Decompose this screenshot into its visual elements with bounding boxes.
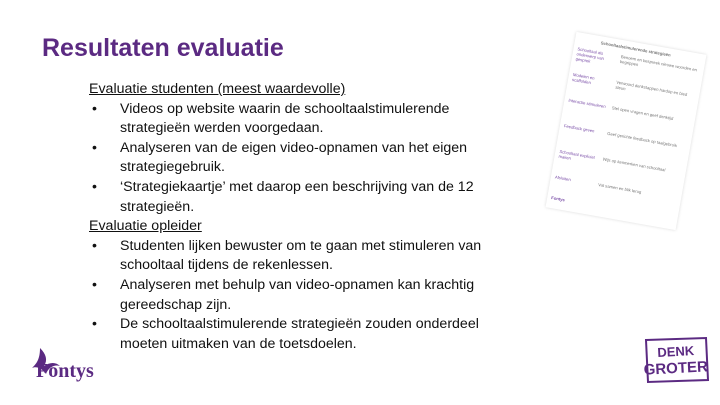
- strategy-card-image: [546, 32, 707, 230]
- card-row-label: Afsluiten: [554, 174, 572, 183]
- card-row-label: Schooltaal als onderwerp van gesprek: [575, 46, 605, 64]
- list-item-text: De schooltaalstimulerende strategieën zouden onderdeel moeten uitmaken van de toetsdoelen.: [120, 316, 479, 352]
- bullet-glyph: •: [92, 316, 97, 333]
- card-row-label: Schooltaal expliciet maken: [558, 148, 596, 161]
- denk-groter-logo-icon: [640, 334, 712, 386]
- groter-text: GROTER: [643, 358, 709, 379]
- list-item: [89, 100, 509, 139]
- list-item-text: Videos op website waarin de schooltaalstimulerende strategieën werden voorgedaan.: [120, 100, 450, 137]
- card-row-desc: Wijs op kenmerken van schooltaal: [602, 156, 666, 173]
- card-title: Schooltaalstimulerende strategieën: [600, 40, 672, 58]
- card-row-label: Interactie stimuleren: [568, 97, 607, 110]
- card-row-desc: Stel open vragen en geef denktijd: [611, 105, 674, 121]
- list-item-text: ‘Strategiekaartje’ met daarop een beschrijving van de 12 strategieën.: [120, 178, 474, 215]
- list-item-text: Analyseren van de eigen video-opnamen van het eigen strategiegebruik.: [120, 139, 468, 176]
- page-title: Resultaten evaluatie: [42, 34, 284, 62]
- card-row-desc: Verwoord denkstappen hardop en bied steun: [615, 79, 688, 98]
- denk-text: DENK: [656, 343, 695, 360]
- bullet-glyph: •: [92, 100, 97, 117]
- list-item-text: Studenten lijken bewuster om te gaan met stimuleren van schooltaal tijdens de rekenlessen.: [120, 237, 482, 274]
- bullet-glyph: •: [92, 237, 97, 254]
- section-heading-students: Evaluatie studenten (meest waardevolle): [89, 81, 346, 97]
- list-item: [89, 139, 509, 178]
- card-row-label: Feedback geven: [563, 123, 595, 134]
- list-item: [89, 276, 509, 315]
- card-row-label: Modelen en scaffolden: [571, 71, 596, 86]
- list-item: [89, 315, 509, 354]
- list-item: [89, 237, 509, 276]
- fontys-wordmark: Fontys: [36, 360, 94, 382]
- list-item-text: Analyseren met behulp van video-opnamen kan krachtig gereedschap zijn.: [120, 276, 475, 313]
- card-footer: Fontys: [550, 195, 566, 203]
- section-heading-trainer: Evaluatie opleider: [89, 218, 202, 235]
- bullet-glyph: •: [92, 276, 97, 293]
- bullet-glyph: •: [92, 139, 97, 156]
- card-row-desc: Benoem en bespreek nieuwe woorden en begrippen: [619, 54, 698, 73]
- list-item: [89, 178, 509, 217]
- bullet-glyph: •: [92, 178, 97, 195]
- evaluation-content: [89, 80, 509, 354]
- card-row-desc: Vat samen en blik terug: [597, 182, 642, 195]
- card-row-desc: Geef gerichte feedback op taalgebruik: [606, 130, 678, 149]
